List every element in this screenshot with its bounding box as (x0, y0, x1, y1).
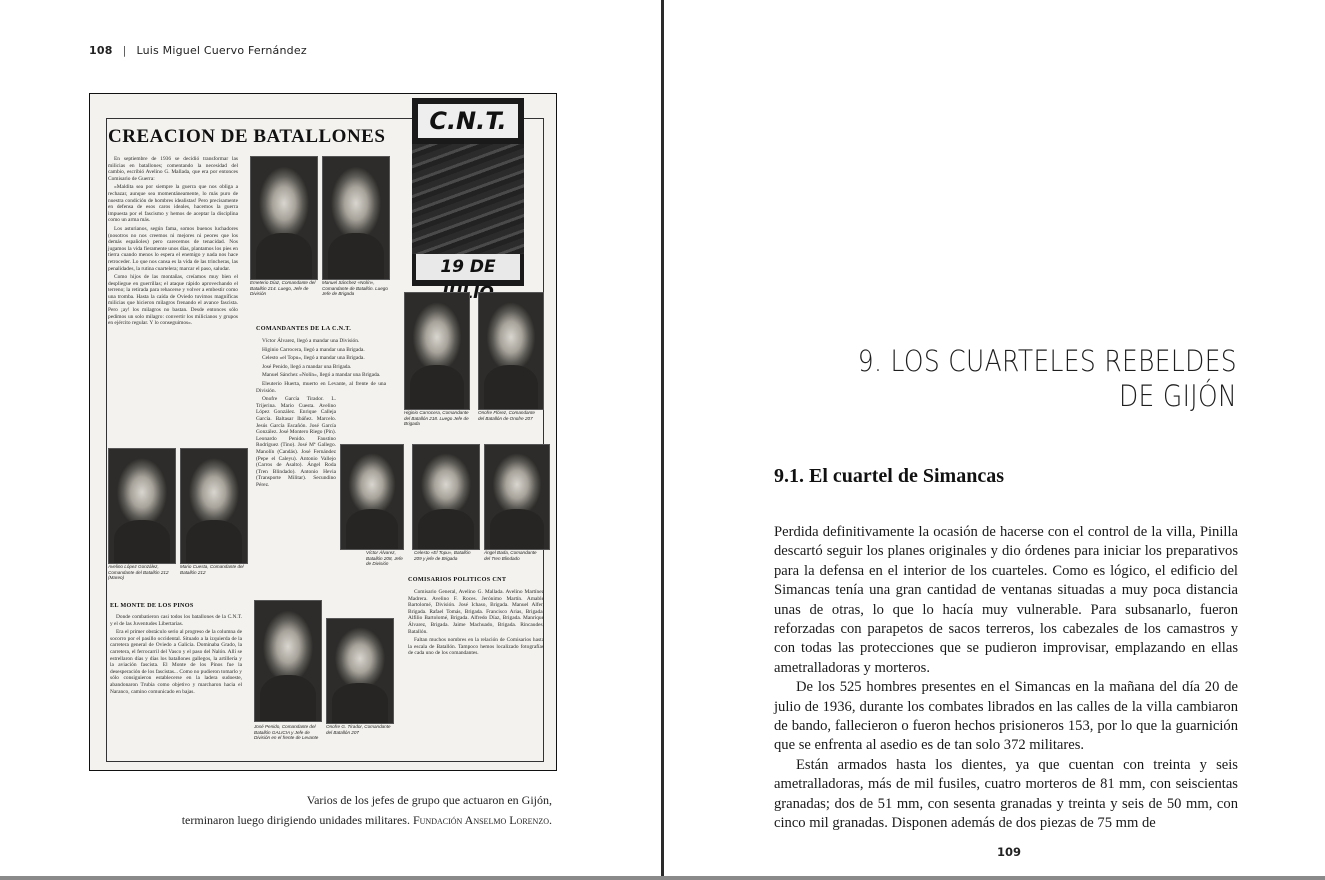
left-page-number: 108 (89, 44, 113, 57)
figure-caption-line1: Varios de los jefes de grupo que actuaron en Gijón, (306, 793, 552, 807)
commanders-heading: COMANDANTES DE LA C.N.T. (256, 325, 352, 332)
poster-scene-image (412, 144, 524, 254)
photo-caption: Emeterio Díaz, Comandante del Batallón 214. Luego, Jefe de División (250, 280, 316, 297)
portrait-photo (340, 444, 404, 550)
poster-bottom-text: 19 DE (416, 254, 520, 280)
portrait-photo (484, 444, 550, 550)
right-page-number: 109 (997, 845, 1022, 859)
commanders-line: Víctor Álvarez, llegó a mandar una División. (262, 338, 360, 344)
section-title: 9.1. El cuartel de Simancas (774, 465, 1004, 487)
chapter-title (858, 344, 1237, 414)
bottom-edge (0, 876, 1325, 880)
page-gutter (661, 0, 664, 880)
figure-caption-line2 (112, 810, 552, 830)
comisarios-heading: COMISARIOS POLITICOS CNT (408, 576, 507, 583)
figure-caption-text: terminaron luego dirigiendo unidades militares. (181, 813, 410, 827)
pinos-paragraph: Era el primer obstáculo serio al progreso de la columna de socorro por el pasillo occidental. Situado a la izquierda de la carretera general de Oviedo a Galicia. Dominaba Grado, la carretera, el ferrocarril del Vasco y el paso del Nalón. Allí se estrellaron días y días los batallones gallegos, la artillería y la aviación fascista. El Monte de los Pinos fue la desesperación de los fascistas... Como no pudieron tomarlo y sólo consiguieron establecerse en la ladera sudoeste, abandonaron Trubia como objetivo y marcharon hacia el Naranco, camino comunicado en bajas. (110, 629, 242, 695)
cnt-poster (412, 98, 524, 286)
commanders-line: Eleuterio Huerta, muerto en Levante, al frente de una División. (256, 380, 386, 394)
figure-caption (112, 790, 552, 830)
intro-paragraph: Como hijos de las montañas, creíamos muy bien el despliegue en guerrillas; el ataque rápido aprovechando el terreno; la retirada para rehacerse y volver a embestir como una tromba. Hasta la caída de Oviedo tuvimos magníficas milicias que hicieron milagros frenando el avance fascista. Pero ¡ay! los milagros no bastan. Desde entonces sólo pedimos un solo milagro: convertir los milicianos y grupos en ejército regular. Y lo conseguimos». (108, 274, 238, 327)
commanders-line: Onofre García Tirador. L. Trijerina. Mario Cuesta. Avelino López González. Enrique Calleja García. Baltasar Ibáñez. Marcelo. Jesús García Escañón. José García González. José Montero Riego (Pin). Leonardo Penido. Faustino Rodríguez (Tino). José Mª Gallego. Manolín (Candás). José Fernández (Pepe el Caleyu). Antonio Vallejo (Carros de Asalto). Ángel Roda (Tren Blindado). Antonio Hevia (Transporte Militar). Secundino Pérez. (256, 396, 336, 488)
author-name: Luis Miguel Cuervo Fernández (136, 44, 307, 57)
commanders-line: Celesto «el Topu», llegó a mandar una Brigada. (262, 355, 365, 362)
commanders-line: José Penido, llegó a mandar una Brigada. (262, 363, 352, 370)
portrait-photo (326, 618, 394, 724)
pinos-column (110, 614, 242, 697)
photo-caption: Onofre G. Tirador, Comandante del Batallón 207 (326, 724, 391, 735)
photo-caption: José Penido, Comandante del Batallón GALICIA y Jefe de División en el frente de Levante (254, 724, 319, 741)
portrait-photo (108, 448, 176, 564)
photo-caption: Onofre Flórez, Comandante del Batallón de Onofre 207 (478, 410, 535, 421)
comisarios-paragraph: Faltan muchos nombres en la relación de Comisarios hasta la escala de Batallón. Tampoco hemos localizado fotografías de cada uno de los comandantes. (408, 637, 544, 657)
comisarios-column (408, 589, 544, 659)
portrait-photo (250, 156, 318, 280)
commanders-line: Higinio Carrocera, llegó a mandar una Brigada. (262, 346, 365, 353)
chapter-title-line1: 9. LOS CUARTELES REBELDES (857, 344, 1237, 378)
header-separator: | (122, 44, 127, 57)
newspaper-clipping (89, 93, 557, 771)
portrait-photo (180, 448, 248, 564)
running-header (89, 44, 307, 57)
pinos-heading: EL MONTE DE LOS PINOS (110, 602, 194, 609)
portrait-photo (478, 292, 544, 410)
pinos-paragraph: Donde combatieron casi todos los batallones de la C.N.T. y el de las Juventudes Libertarias. (110, 614, 242, 627)
intro-paragraph: En septiembre de 1936 se decidió transformar las milicias en batallones; comentando la necesidad del cambio, escribió Avelino G. Mallada, que era por entonces Comisario de Guerra: (108, 156, 238, 182)
photo-caption: Celesto «El Topu», Batallón 209 y jefe de Brigada (414, 550, 471, 561)
chapter-title-line2: DE GIJÓN (1119, 379, 1237, 413)
clipping-title: CREACION DE BATALLONES (108, 126, 386, 147)
body-paragraph: Perdida definitivamente la ocasión de hacerse con el control de la villa, Pinilla descartó seguir los planes originales y dio órdenes para iniciar los preparativos para la defensa en el interior de los cuarteles. Como es lógico, el edificio del Simancas tenía una gran cantidad de ventanas situadas a muy poca distancia unas de otras, lo que lo hacía muy vulnerable. Para subsanarlo, fueron reforzadas con parapetos de sacos terreros, los cabezales de los camastros y con todas las protecciones que se pudieron improvisar, emplazando en ellas ametralladoras y morteros. (774, 524, 1238, 676)
right-page (665, 0, 1325, 880)
photo-caption: Mario Cuesta, Comandante del Batallón 212 (180, 564, 244, 575)
portrait-photo (404, 292, 470, 410)
body-text (774, 523, 1238, 834)
intro-paragraph: Los asturianos, según fama, somos buenos luchadores (nosotros no nos creemos ni mejores ni peores que los demás españoles) pero carecemos de tenacidad. Nos jugamos la vida fieramente unos días, plantamos los pies en tierra cuando menos lo espera el enemigo y nada nos hace retroceder. Lo que nos cansa es la vida de las trincheras, las penalidades, la rutina cuartelera; marcar el paso, saludar. (108, 225, 238, 272)
left-page (0, 0, 662, 880)
portrait-photo (254, 600, 322, 722)
commanders-line: Manuel Sánchez «Nolín», llegó a mandar una Brigada. (262, 372, 381, 379)
photo-caption: Higinio Carrocera, Comandante del Batallón 218. Luego Jefe de Brigada (404, 410, 469, 427)
photo-caption: Manuel Sánchez «Nolín», Comandante de Batallón. Luego Jefe de Brigada (322, 280, 388, 297)
photo-caption: Avelino López González, Comandante del Batallón 212 (Mareo) (108, 564, 169, 581)
intro-column (108, 156, 238, 329)
body-paragraph: De los 525 hombres presentes en el Simancas en la mañana del día 20 de julio de 1936, durante los combates librados en las calles de la villa cambiaron de bando, fallecieron o fueron hechos prisioneros 153, por lo que la guarnición que se enfrenta al asedio es de tan solo 372 militares. (774, 679, 1238, 754)
comisarios-paragraph: Comisario General, Avelino G. Mallada. Avelino Martínez Madrera. Avelino F. Roces. Jerónimo Martín. Amable Bartolomé, División. José Ichaso, Brigada. Manuel Alfer, Brigada. Rafael Tomás, Brigada. Francisco Arias, Brigada. Alfilio Bartolomé, Brigada. Alfredo Díaz, Brigada. Manrique Álvarez, Brigada. Jaime Machuado, Brigada. Rincaudes, Batallón. (408, 589, 544, 635)
intro-paragraph: «Maldita sea por siempre la guerra que nos obliga a rechazar, aunque sea momentáneamente, lo más puro de nuestra condición de hombres idealistas! Pero precisamente en defensa de esos caros ideales, hacemos la guerra impuesta por el fascismo y hemos de aceptar la disciplina como un arma más. (108, 184, 238, 224)
portrait-photo (412, 444, 480, 550)
portrait-photo (322, 156, 390, 280)
body-paragraph: Están armados hasta los dientes, ya que cuentan con treinta y seis ametralladoras, más de mil fusiles, cuatro morteros de 81 mm, con seiscientas granadas; dos de 51 mm, con sesenta granadas y treinta y seis de 50 mm, con cinco mil granadas. Disponen además de dos piezas de 75 mm de (774, 756, 1238, 832)
figure-credit: Fundación Anselmo Lorenzo. (412, 813, 552, 827)
photo-caption: Víctor Álvarez, Batallón 208, Jefe de División (366, 550, 403, 567)
poster-top-text: C.N.T. (418, 104, 518, 138)
photo-caption: Ángel Bada, Comandante del Tren Blindado (484, 550, 537, 561)
